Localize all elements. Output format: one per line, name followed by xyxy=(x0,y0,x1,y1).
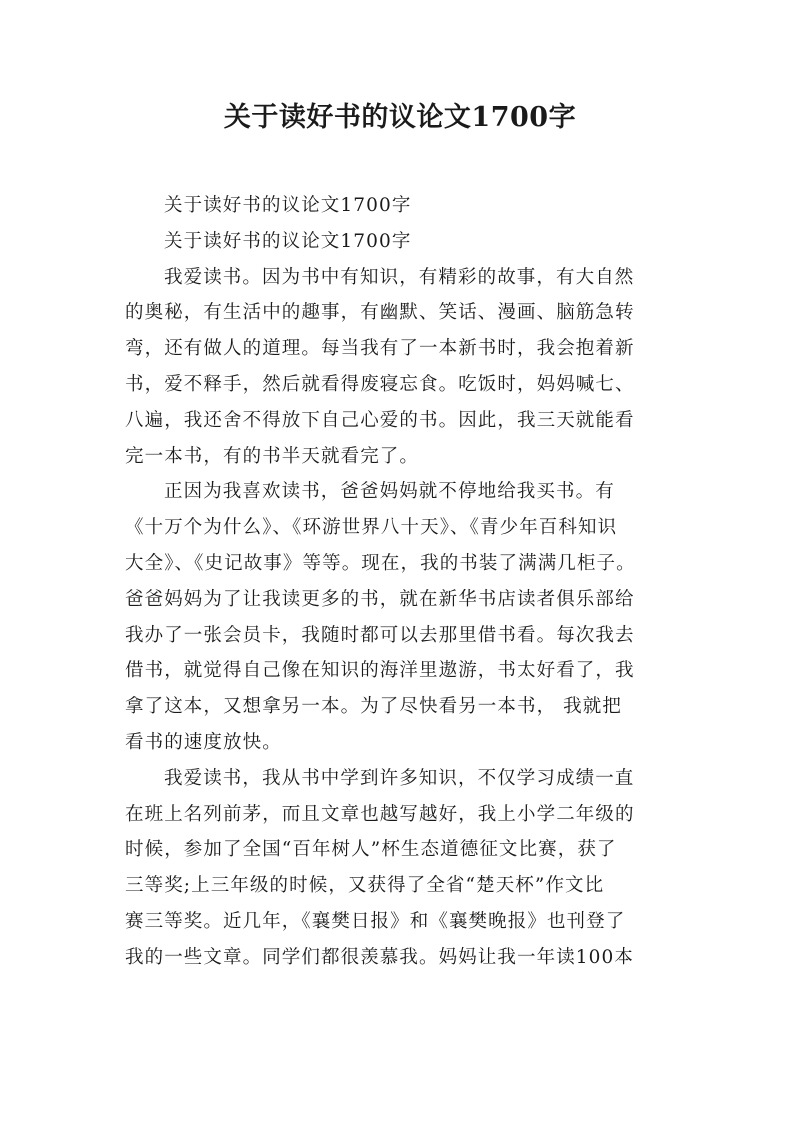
text-line: 赛三等奖。近几年，《襄樊日报》和《襄樊晚报》也刊登了 xyxy=(125,910,626,932)
text-line: 在班上名列前茅，而且文章也越写越好，我上小学二年级的 xyxy=(125,803,635,825)
text-line: 完一本书，有的书半天就看完了。 xyxy=(125,445,420,467)
text-line: 看书的速度放快。 xyxy=(125,731,282,753)
text-line: 我的一些文章。同学们都很羡慕我。妈妈让我一年读100本 xyxy=(125,946,635,968)
text-line: 弯，还有做人的道理。每当我有了一本新书时，我会抱着新 xyxy=(125,338,635,360)
text-line: 《十万个为什么》、《环游世界八十天》、《青少年百科知识 xyxy=(125,517,618,539)
text-line: 我爱读书。因为书中有知识，有精彩的故事，有大自然 xyxy=(164,266,635,288)
text-line: 关于读好书的议论文1700字 xyxy=(164,230,412,252)
text-line: 拿了这本，又想拿另一本。为了尽快看另一本书， 我就把 xyxy=(125,696,622,718)
text-line: 我办了一张会员卡，我随时都可以去那里借书看。每次我去 xyxy=(125,624,635,646)
text-line: 正因为我喜欢读书，爸爸妈妈就不停地给我买书。有 xyxy=(164,481,615,503)
text-line: 三等奖;上三年级的时候，又获得了全省“楚天杯”作文比 xyxy=(125,875,605,897)
text-line: 爸爸妈妈为了让我读更多的书，就在新华书店读者俱乐部给 xyxy=(125,588,635,610)
text-line: 关于读好书的议论文1700字 xyxy=(164,195,412,216)
text-line: 借书，就觉得自己像在知识的海洋里遨游，书太好看了，我 xyxy=(125,660,635,682)
document-title: 关于读好书的议论文1700字 xyxy=(223,102,577,133)
text-line: 八遍，我还舍不得放下自己心爱的书。因此，我三天就能看 xyxy=(125,409,635,431)
text-line: 大全》、《史记故事》等等。现在，我的书装了满满几柜子。 xyxy=(125,552,636,574)
document-body xyxy=(125,188,681,976)
text-line: 的奥秘，有生活中的趣事，有幽默、笑话、漫画、脑筋急转 xyxy=(125,302,635,324)
text-line: 书，爱不释手，然后就看得废寝忘食。吃饭时，妈妈喊七、 xyxy=(125,373,635,395)
text-line: 我爱读书，我从书中学到许多知识，不仅学习成绩一直 xyxy=(164,767,635,789)
text-line: 时候，参加了全国“百年树人”杯生态道德征文比赛，获了 xyxy=(125,839,617,861)
